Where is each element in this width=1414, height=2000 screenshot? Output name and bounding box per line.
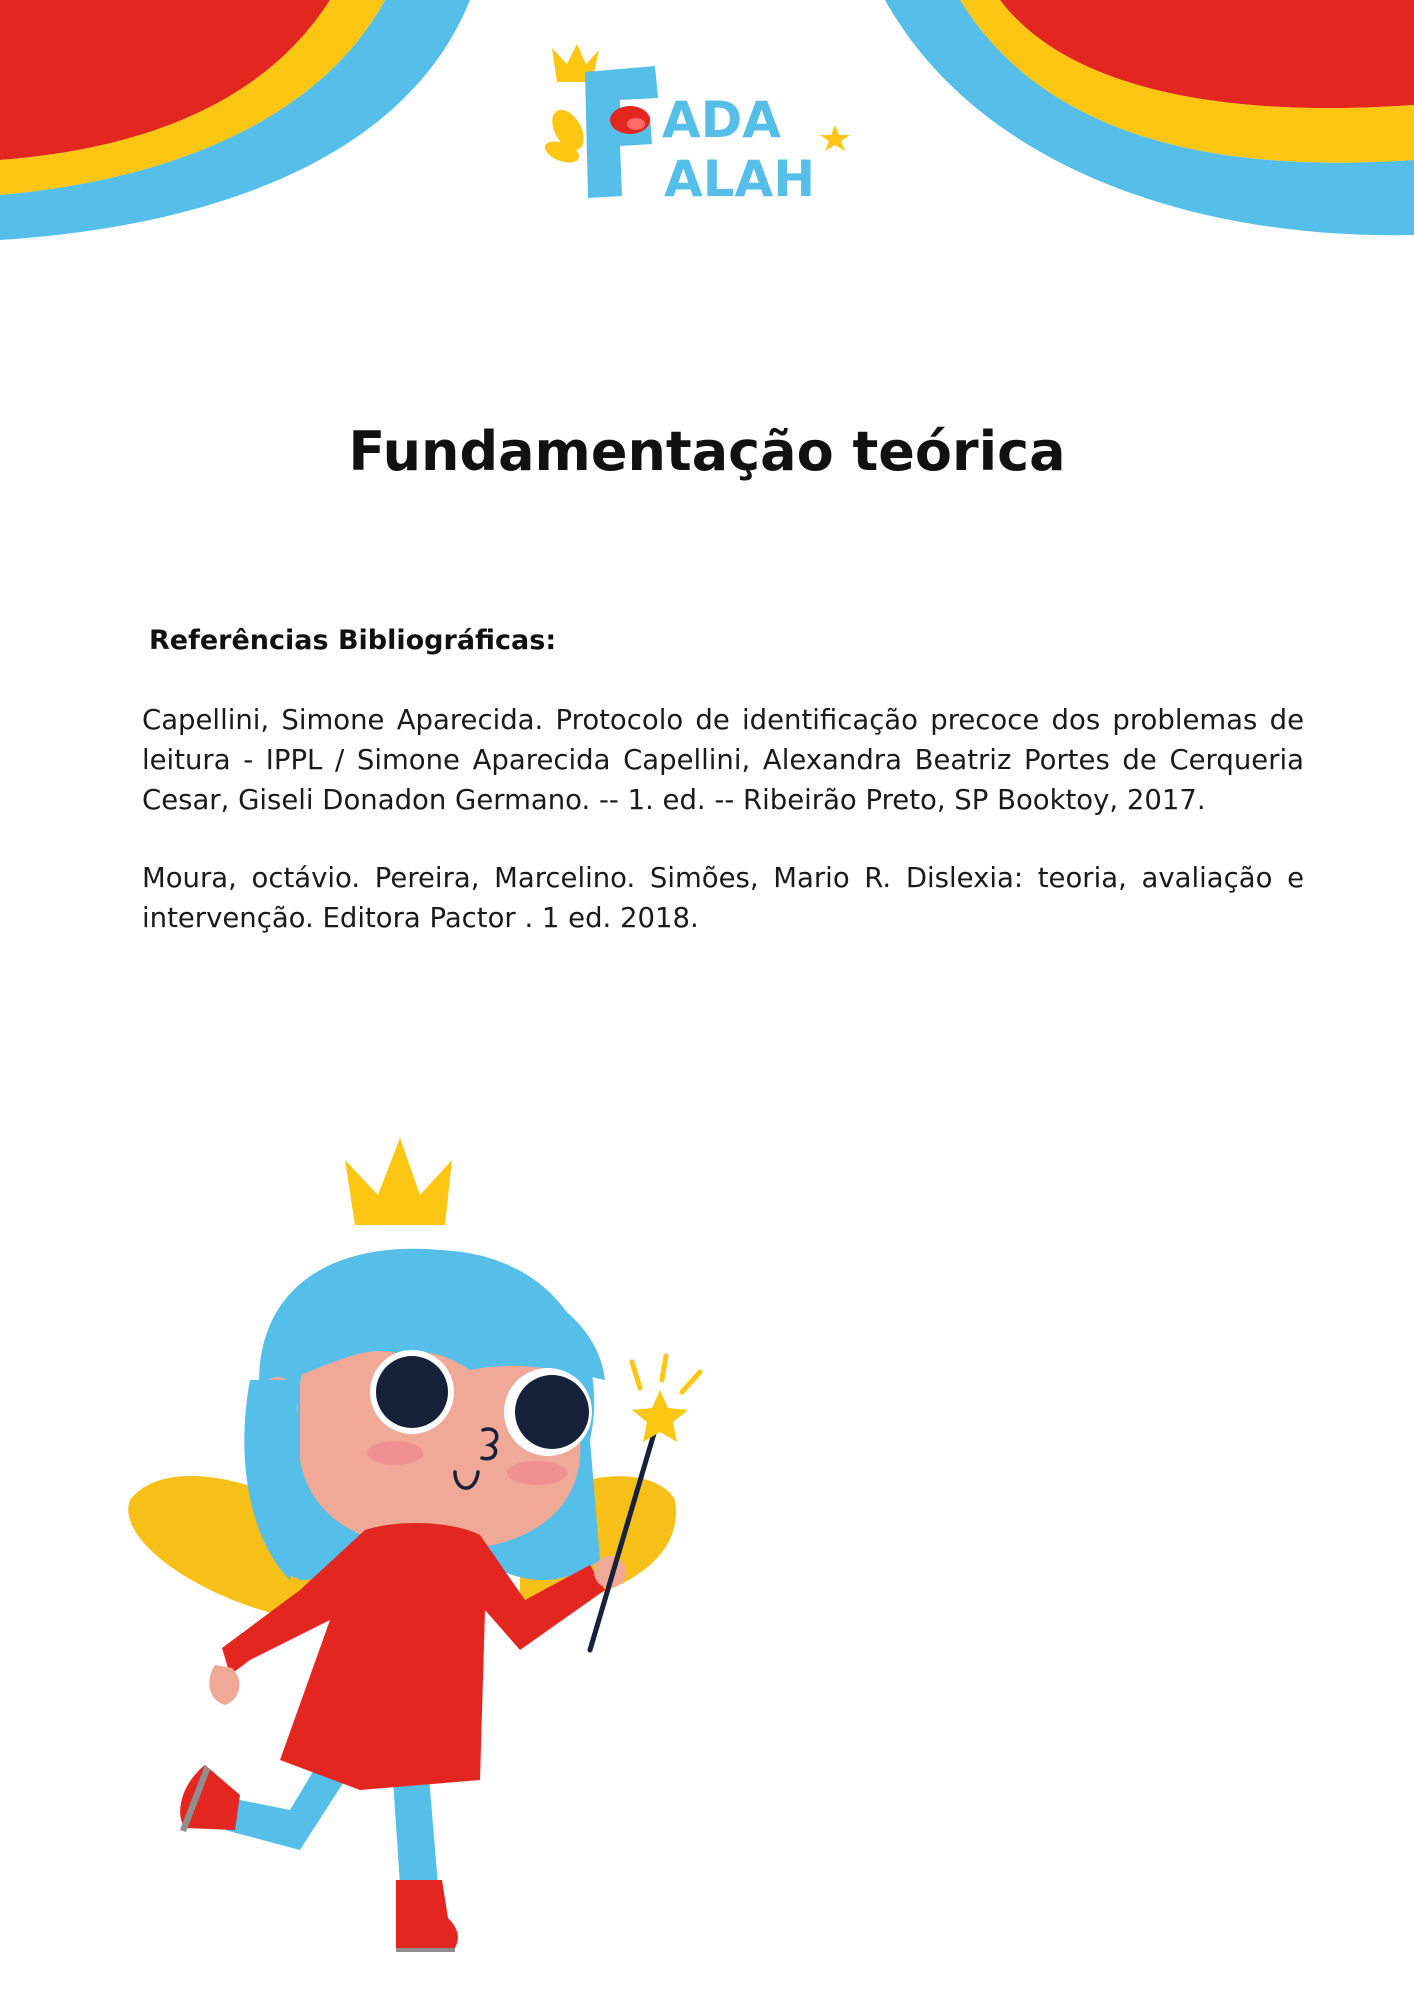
page-title: Fundamentação teórica [348, 420, 1066, 483]
wand-star-icon [632, 1390, 688, 1442]
fairy-crown-icon [345, 1138, 452, 1225]
fairy-shoe-right [396, 1880, 458, 1948]
logo-line1: ADA [662, 91, 781, 149]
reference-item: Capellini, Simone Aparecida. Protocolo de identificação precoce dos problemas de leitura - IPPL / Simone Aparecida Capellini, Alexandra Beatriz Portes de Cerqueria Cesar, Giseli Donadon Germano. -- 1. ed. -- Ribeirão Preto, SP Booktoy, 2017. [142, 704, 1304, 816]
logo-line2: ALAH [664, 150, 816, 208]
references-heading: Referências Bibliográficas: [149, 625, 557, 656]
reference-item: Moura, octávio. Pereira, Marcelino. Simões, Mario R. Dislexia: teoria, avaliação e intervenção. Editora Pactor . 1 ed. 2018. [142, 862, 1304, 934]
